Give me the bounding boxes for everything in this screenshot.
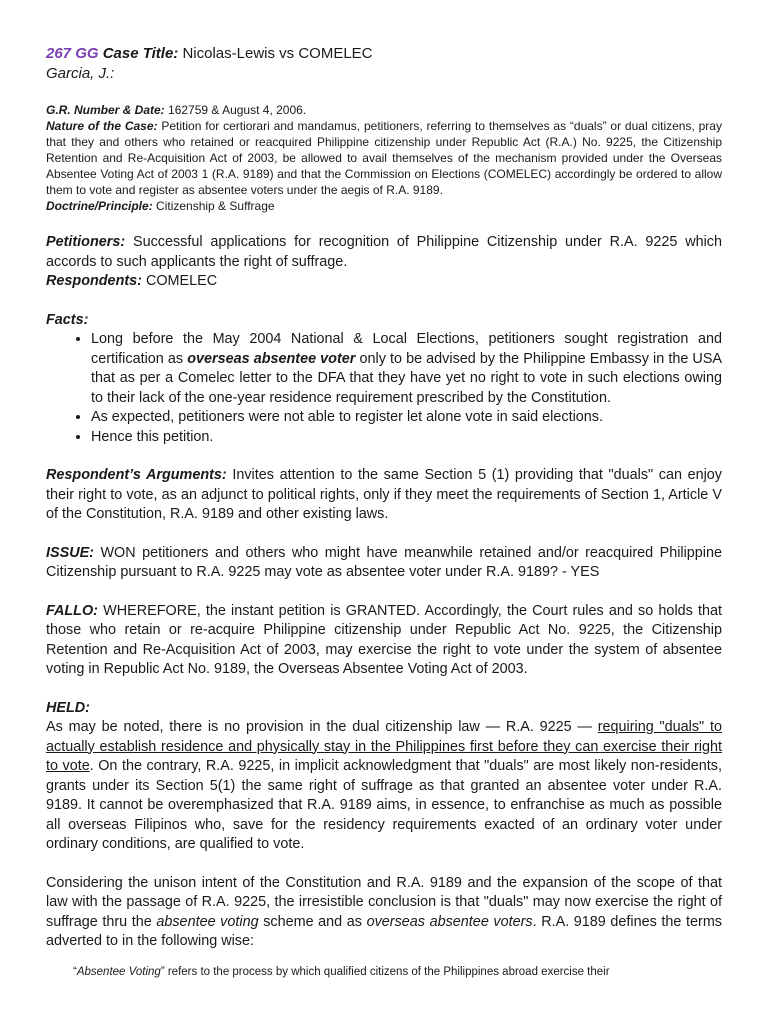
quote-term: Absentee Voting <box>76 965 161 978</box>
held-p1-post: . On the contrary, R.A. 9225, in implicit acknowledgment that "duals" are most likely non-residents, grants under its Section 5(1) the same right of suffrage as that granted an absentee voter under R.A. 9189. It cannot be overemphasized that R.A. 9189 aims, in essence, to enfranchise as much as possible all overseas Filipinos who, save for the residency requirements exacted of an ordinary voter under ordinary conditions, are qualified to vote. <box>46 758 722 852</box>
arguments-label: Respondent’s Arguments: <box>46 467 227 483</box>
facts-list <box>46 330 722 447</box>
petitioners-value: Successful applications for recognition of Philippine Citizenship under R.A. 9225 which accords to such applicants the right of suffrage. <box>46 234 723 270</box>
gr-label: G.R. Number & Date: <box>46 103 165 117</box>
held-p1-pre: As may be noted, there is no provision in the dual citizenship law — R.A. 9225 — <box>46 719 592 735</box>
nature-value: Petition for certiorari and mandamus, petitioners, referring to themselves as “duals” or dual citizens, pray that they and others who retained or reacquired Philippine citizenship under Republic Act (R.A.) No. 9225, the Citizenship Retention and Re-Acquisition Act of 2003, be allowed to avail themselves of the mechanism provided under the Overseas Absentee Voting Act of 2003 1 (R.A. 9189) and that the Commission on Elections (COMELEC) accordingly be ordered to allow them to vote and register as absentee voters under the aegis of R.A. 9189. <box>46 119 722 197</box>
respondents-value: COMELEC <box>145 273 218 289</box>
held-p2-emphasis-2: overseas absentee voters <box>366 913 533 930</box>
issue-value: WON petitioners and others who might have meanwhile retained and/or reacquired Philippine Citizenship pursuant to R.A. 9225 may vote as absentee voter under R.A. 9189? - YES <box>46 544 722 580</box>
respondents-line <box>46 272 722 292</box>
held-p2-b: scheme and as <box>263 913 362 930</box>
facts-item-2: • As expected, petitioners were not able to register let alone vote in said elections. <box>91 408 722 428</box>
respondents-label: Respondents: <box>46 273 142 289</box>
held-paragraph-2 <box>46 874 722 952</box>
held-paragraph-1 <box>46 718 722 855</box>
issue <box>46 544 722 583</box>
held-p2-a: Considering the unison intent of the Constitution and R.A. 9189 and the expansion of the scope of that law with the passage of R.A. 9225, the irresistible conclusion is that "duals" may now exercise the right of suffrage thru the <box>46 874 722 930</box>
arguments-value: Invites attention to the same Section 5 (1) providing that "duals" can enjoy their right to vote, as an adjunct to political rights, only if they meet the requirements of Section 1, Article V of the Constitution, R.A. 9189 and other existing laws. <box>46 467 722 522</box>
doctrine-label: Doctrine/Principle: <box>46 199 153 213</box>
facts-item-1 <box>91 330 722 408</box>
case-title: Nicolas-Lewis vs COMELEC <box>182 45 373 62</box>
held-p2-emphasis-1: absentee voting <box>156 913 259 930</box>
fallo <box>46 602 722 680</box>
case-title-label: Case Title: <box>102 45 179 62</box>
doctrine-value: Citizenship & Suffrage <box>156 199 275 213</box>
facts-heading: Facts: <box>46 311 89 328</box>
quote-open: “ <box>73 965 77 978</box>
petitioners-line <box>46 233 722 272</box>
held-heading: HELD: <box>46 699 90 716</box>
case-body <box>46 233 722 952</box>
case-number: 267 GG <box>46 45 99 62</box>
nature-label: Nature of the Case: <box>46 119 158 133</box>
fallo-value: WHEREFORE, the instant petition is GRANTED. Accordingly, the Court rules and so holds that those who retain or re-acquire Philippine citizenship under Republic Act No. 9225, the Citizenship Retention and Re-Acquisition Act of 2003, may exercise the right to vote under the system of absentee voting in Republic Act No. 9189, the Overseas Absentee Voting Act of 2003. <box>46 602 723 677</box>
held-p2-c: . R.A. 9189 defines the terms adverted to in the following wise: <box>46 913 723 949</box>
quoted-definition <box>46 964 722 980</box>
facts-item-3: • Hence this petition. <box>91 428 722 448</box>
respondent-arguments <box>46 466 722 525</box>
doctrine-line <box>46 198 722 214</box>
case-title-line <box>46 44 722 64</box>
facts-item-1-post: only to be advised by the Philippine Embassy in the USA that as per a Comelec letter to the DFA that they have yet no right to vote in such elections owing to their lack of the one-year residence requirement prescribed by the Constitution. <box>91 350 723 406</box>
ponente: Garcia, J.: <box>46 65 115 82</box>
gr-number-line <box>46 102 722 118</box>
facts-item-1-emphasis: overseas absentee voter <box>187 350 356 367</box>
nature-of-case <box>46 118 722 198</box>
issue-label: ISSUE: <box>46 544 94 561</box>
gr-value: 162759 & August 4, 2006. <box>168 103 307 117</box>
case-meta <box>46 102 722 214</box>
held-p1-underlined: requiring "duals" to actually establish residence and physically stay in the Philippines first before they can exercise their right to vote <box>46 719 722 774</box>
fallo-label: FALLO: <box>46 602 98 619</box>
petitioners-label: Petitioners: <box>46 234 126 250</box>
quote-rest: ” refers to the process by which qualified citizens of the Philippines abroad exercise their <box>160 965 610 978</box>
facts-item-1-pre: Long before the May 2004 National & Local Elections, petitioners sought registration and certification as <box>91 331 722 367</box>
